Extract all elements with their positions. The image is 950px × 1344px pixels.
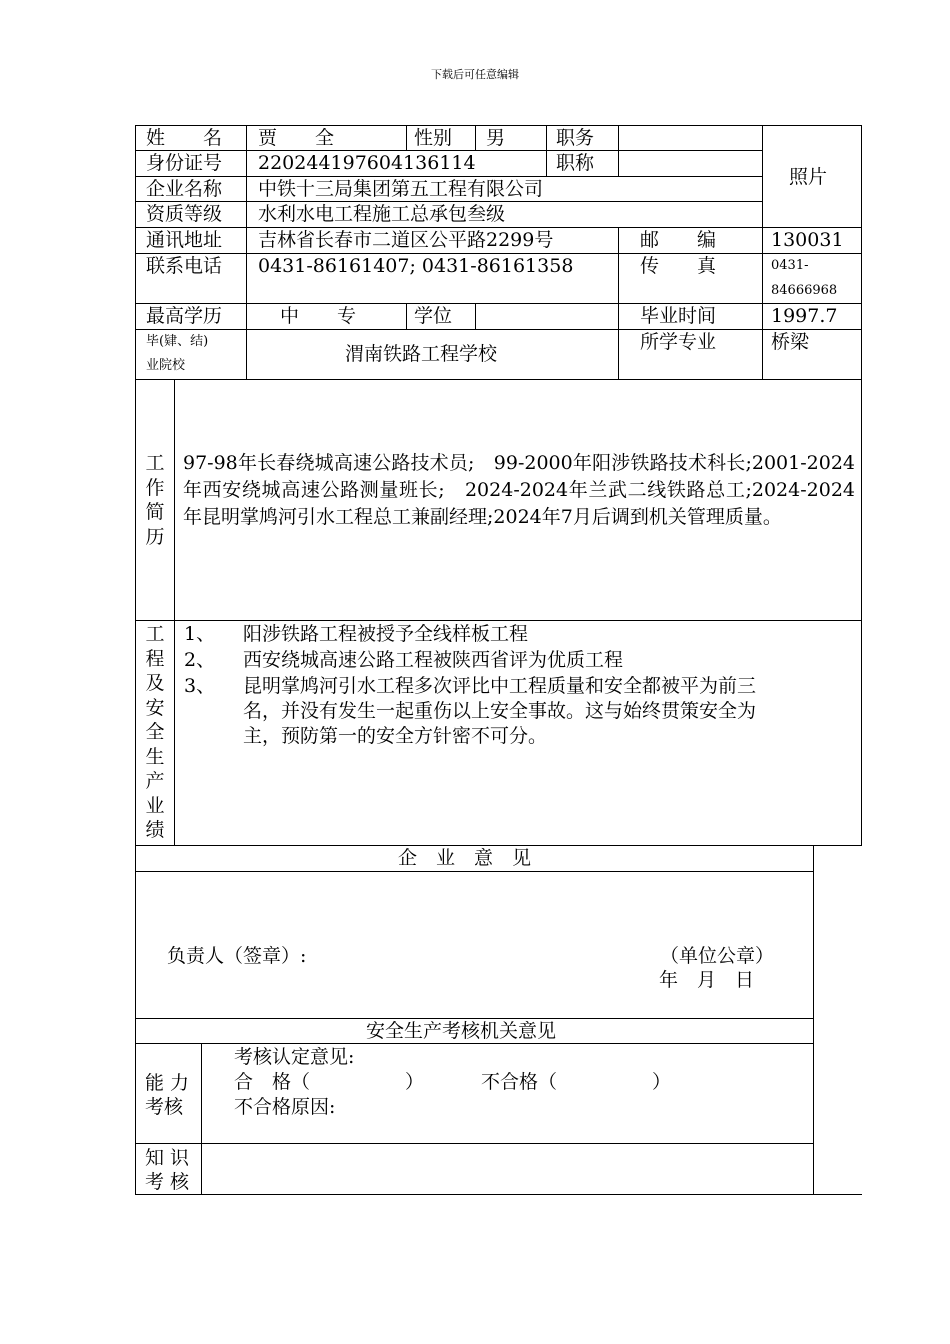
fax-value-line1: 0431- bbox=[771, 258, 809, 273]
col-line bbox=[762, 227, 763, 303]
enterprise-opinion-heading: 企 业 意 见 bbox=[398, 847, 532, 869]
achievements-char: 及 bbox=[145, 672, 165, 694]
unit-seal-label: （单位公章） bbox=[660, 945, 775, 967]
table-border-right bbox=[861, 125, 862, 845]
ability-label-line1: 能 力 bbox=[145, 1072, 190, 1094]
company-value: 中铁十三局集团第五工程有限公司 bbox=[258, 178, 544, 200]
company-label: 企业名称 bbox=[146, 178, 223, 200]
col-line bbox=[246, 329, 247, 379]
row-line bbox=[135, 1043, 814, 1044]
grad-time-label: 毕业时间 bbox=[640, 305, 717, 327]
table-border-left bbox=[135, 125, 136, 1195]
col-line bbox=[762, 329, 763, 379]
achievements-char: 工 bbox=[145, 623, 165, 645]
fax-value-line2: 84666968 bbox=[771, 283, 838, 298]
achievements-char: 绩 bbox=[145, 819, 165, 841]
achievement-text: 西安绕城高速公路工程被陕西省评为优质工程 bbox=[243, 649, 624, 671]
col-line bbox=[546, 125, 547, 176]
gender-value: 男 bbox=[486, 127, 506, 149]
col-line bbox=[246, 176, 247, 227]
row-line bbox=[135, 1143, 814, 1144]
achievements-char: 程 bbox=[145, 647, 165, 670]
address-value: 吉林省长春市二道区公平路2299号 bbox=[258, 229, 554, 251]
header-note: 下载后可任意编辑 bbox=[431, 68, 519, 81]
col-line bbox=[618, 125, 619, 176]
row-line bbox=[135, 379, 862, 380]
work-history-char: 作 bbox=[145, 476, 165, 499]
fail-option: 不合格（ ） bbox=[481, 1071, 672, 1093]
name-value: 贾 全 bbox=[258, 127, 335, 149]
achievements-char: 全 bbox=[145, 721, 165, 743]
achievement-text-cont: 主，预防第一的安全方针密不可分。 bbox=[243, 725, 548, 747]
fail-reason-label: 不合格原因: bbox=[234, 1096, 336, 1118]
postcode-value: 130031 bbox=[771, 229, 844, 251]
col-line bbox=[475, 125, 476, 150]
row-line bbox=[135, 303, 862, 304]
col-line bbox=[406, 125, 407, 150]
col-line bbox=[618, 329, 619, 379]
achievements-char: 生 bbox=[145, 745, 165, 768]
knowledge-label-line1: 知 识 bbox=[145, 1147, 190, 1169]
achievement-text: 阳涉铁路工程被授予全线样板工程 bbox=[243, 623, 529, 645]
col-line bbox=[174, 379, 175, 845]
work-history-char: 工 bbox=[145, 452, 165, 474]
education-value: 中 专 bbox=[280, 305, 357, 327]
qualification-value: 水利水电工程施工总承包叁级 bbox=[258, 203, 506, 225]
achievement-text: 昆明掌鸠河引水工程多次评比中工程质量和安全都被平为前三 bbox=[243, 675, 757, 697]
degree-label: 学位 bbox=[414, 305, 453, 327]
safety-authority-heading: 安全生产考核机关意见 bbox=[366, 1020, 557, 1042]
id-label: 身份证号 bbox=[146, 152, 223, 174]
id-value: 220244197604136114 bbox=[258, 152, 476, 174]
col-line bbox=[246, 303, 247, 329]
fax-label: 传 真 bbox=[640, 255, 717, 277]
address-label: 通讯地址 bbox=[146, 229, 223, 251]
col-line bbox=[762, 303, 763, 329]
major-label: 所学专业 bbox=[640, 331, 717, 353]
gender-label: 性别 bbox=[414, 127, 453, 149]
row-line bbox=[135, 329, 862, 330]
col-line bbox=[762, 125, 763, 227]
responsible-signature-label: 负责人（签章）: bbox=[167, 945, 307, 967]
major-value: 桥梁 bbox=[771, 331, 810, 353]
achievements-char: 业 bbox=[145, 794, 165, 817]
position-label: 职务 bbox=[556, 127, 595, 149]
school-label-line1: 毕(肄、结) bbox=[146, 334, 209, 349]
ability-label-line2: 考核 bbox=[145, 1096, 184, 1118]
achievement-number: 1、 bbox=[184, 623, 216, 645]
postcode-label: 邮 编 bbox=[640, 229, 717, 251]
pass-option: 合 格（ ） bbox=[234, 1071, 425, 1093]
achievement-number: 2、 bbox=[184, 649, 216, 671]
col-line bbox=[475, 303, 476, 329]
phone-label: 联系电话 bbox=[146, 255, 223, 277]
achievement-text-cont: 名，并没有发生一起重伤以上安全事故。这与始终贯策安全为 bbox=[243, 700, 757, 722]
achievements-label bbox=[144, 622, 166, 843]
grad-time-value: 1997.7 bbox=[771, 305, 838, 327]
col-line bbox=[618, 227, 619, 303]
col-line bbox=[618, 303, 619, 329]
work-history-label bbox=[144, 451, 166, 549]
phone-value: 0431-86161407; 0431-86161358 bbox=[258, 255, 574, 277]
knowledge-label-line2: 考 核 bbox=[145, 1171, 190, 1193]
table-border-bottom bbox=[135, 1194, 862, 1195]
work-history-text: 97-98年长春绕城高速公路技术员; 99-2000年阳涉铁路技术科长;2001-2024年西安绕城高速公路测量班长; 2024-2024年兰武二线铁路总工;2024-2024年昆明掌鸠河引水工程总工兼副经理;2024年7月后调到机关管理质量。 bbox=[183, 452, 855, 528]
col-line bbox=[246, 227, 247, 303]
photo-label: 照片 bbox=[789, 166, 828, 188]
work-history-char: 历 bbox=[145, 525, 165, 548]
qualification-label: 资质等级 bbox=[146, 203, 223, 225]
achievements-char: 产 bbox=[145, 770, 165, 792]
education-label: 最高学历 bbox=[146, 305, 223, 327]
col-line bbox=[406, 303, 407, 329]
work-history-char: 简 bbox=[145, 501, 165, 523]
date-label: 年 月 日 bbox=[659, 969, 755, 991]
col-line bbox=[201, 1043, 202, 1195]
assessment-opinion-label: 考核认定意见: bbox=[234, 1046, 355, 1068]
achievement-number: 3、 bbox=[184, 675, 216, 697]
school-value: 渭南铁路工程学校 bbox=[345, 343, 498, 365]
title-label: 职称 bbox=[556, 152, 595, 174]
row-line bbox=[135, 871, 814, 872]
achievements-char: 安 bbox=[145, 696, 165, 719]
col-line bbox=[246, 125, 247, 176]
name-label: 姓 名 bbox=[146, 127, 223, 149]
school-label-line2: 业院校 bbox=[146, 358, 186, 373]
